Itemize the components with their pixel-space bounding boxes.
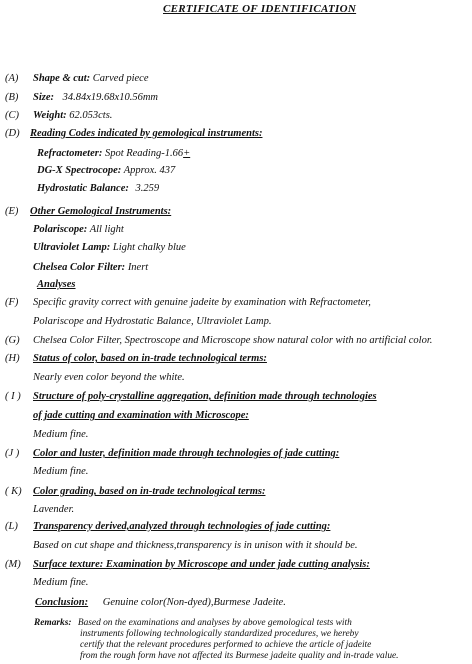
polariscope-key: Polariscope: — [33, 224, 88, 235]
item-a-label: (A) — [5, 73, 19, 84]
shape-key: Shape & cut: — [33, 73, 91, 84]
item-c-label: (C) — [5, 110, 19, 121]
remarks-text-3: certify that the relevant procedures performed to achieve the article of jadeite — [80, 640, 372, 650]
analysis-i-heading1: Structure of poly-crystalline aggregation, definition made through technologies — [33, 391, 377, 402]
chelsea-row — [33, 261, 148, 274]
hydrostatic-key: Hydrostatic Balance: — [37, 183, 129, 194]
spectroscope-row — [37, 164, 175, 177]
analysis-j-heading: Color and luster, definition made through technologies of jade cutting: — [33, 448, 340, 459]
item-j-label: (J ) — [5, 448, 20, 459]
analysis-f-line2: Polariscope and Hydrostatic Balance, Ultraviolet Lamp. — [33, 316, 272, 327]
spectroscope-value: Approx. 437 — [123, 165, 176, 176]
refractometer-key: Refractometer: — [37, 148, 103, 159]
certificate-title: CERTIFICATE OF IDENTIFICATION — [163, 3, 357, 15]
item-i-label: ( I ) — [5, 391, 21, 402]
spectroscope-key: DG-X Spectrocope: — [37, 165, 122, 176]
remarks-text-4: from the rough form have not affected its Burmese jadeite quality and in-trade value. — [80, 651, 399, 661]
item-k-label: ( K) — [5, 486, 22, 497]
analysis-h-value: Nearly even color beyond the white. — [33, 372, 185, 383]
reading-heading: Reading Codes indicated by gemological instruments: — [30, 128, 263, 139]
uv-key: Ultraviolet Lamp: — [33, 242, 111, 253]
analysis-k-heading: Color grading, based on in-trade technological terms: — [33, 486, 266, 497]
item-f-label: (F) — [5, 297, 19, 308]
item-e-label: (E) — [5, 206, 19, 217]
chelsea-key: Chelsea Color Filter: — [33, 262, 126, 273]
analysis-i-value: Medium fine. — [33, 429, 89, 440]
analysis-j-value: Medium fine. — [33, 466, 89, 477]
analysis-h-heading: Status of color, based on in-trade technological terms: — [33, 353, 267, 364]
conclusion-key: Conclusion: — [35, 597, 89, 608]
item-g-label: (G) — [5, 335, 20, 346]
analysis-k-value: Lavender. — [33, 504, 75, 515]
other-heading: Other Gemological Instruments: — [30, 206, 172, 217]
polariscope-row — [33, 223, 124, 236]
item-l-label: (L) — [5, 521, 18, 532]
item-h-label: (H) — [5, 353, 20, 364]
analysis-i-heading2: of jade cutting and examination with Microscope: — [33, 410, 249, 421]
shape-value: Carved piece — [92, 73, 149, 84]
conclusion-row — [35, 596, 286, 609]
analysis-f-line1: Specific gravity correct with genuine jadeite by examination with Refractometer, — [33, 297, 371, 308]
remarks-line-1 — [34, 618, 464, 629]
remarks-text-2: instruments following technologically standardized procedures, we hereby — [80, 629, 359, 639]
analysis-m-value: Medium fine. — [33, 577, 89, 588]
chelsea-value: Inert — [127, 262, 149, 273]
plus-minus-mark: + — [183, 148, 191, 159]
analyses-heading: Analyses — [37, 279, 76, 290]
remarks-block — [34, 618, 464, 662]
weight-row — [33, 109, 112, 122]
item-m-label: (M) — [5, 559, 21, 570]
uv-row — [33, 241, 186, 254]
refractometer-row — [37, 147, 190, 160]
analysis-m-heading: Surface texture: Examination by Microscope and under jade cutting analysis: — [33, 559, 370, 570]
polariscope-value: All light — [89, 224, 124, 235]
remarks-key: Remarks: — [34, 618, 72, 628]
analysis-g-line1: Chelsea Color Filter, Spectroscope and Microscope show natural color with no artificial color. — [33, 335, 433, 346]
conclusion-value: Genuine color(Non-dyed),Burmese Jadeite. — [102, 597, 286, 608]
item-b-label: (B) — [5, 92, 19, 103]
analysis-l-value: Based on cut shape and thickness,transparency is in unison with it should be. — [33, 540, 358, 551]
hydrostatic-value: 3.259 — [135, 183, 160, 194]
size-key: Size: — [33, 92, 54, 103]
hydrostatic-row — [37, 182, 159, 195]
size-row — [33, 91, 158, 104]
weight-key: Weight: — [33, 110, 67, 121]
item-d-label: (D) — [5, 128, 20, 139]
weight-value: 62.053cts. — [69, 110, 113, 121]
shape-row — [33, 72, 148, 85]
refractometer-value: Spot Reading-1.66 — [104, 148, 184, 159]
analysis-l-heading: Transparency derived,analyzed through technologies of jade cutting: — [33, 521, 331, 532]
size-value: 34.84x19.68x10.56mm — [62, 92, 158, 103]
remarks-text-1: Based on the examinations and analyses by above gemological tests with — [77, 618, 352, 628]
uv-value: Light chalky blue — [112, 242, 186, 253]
